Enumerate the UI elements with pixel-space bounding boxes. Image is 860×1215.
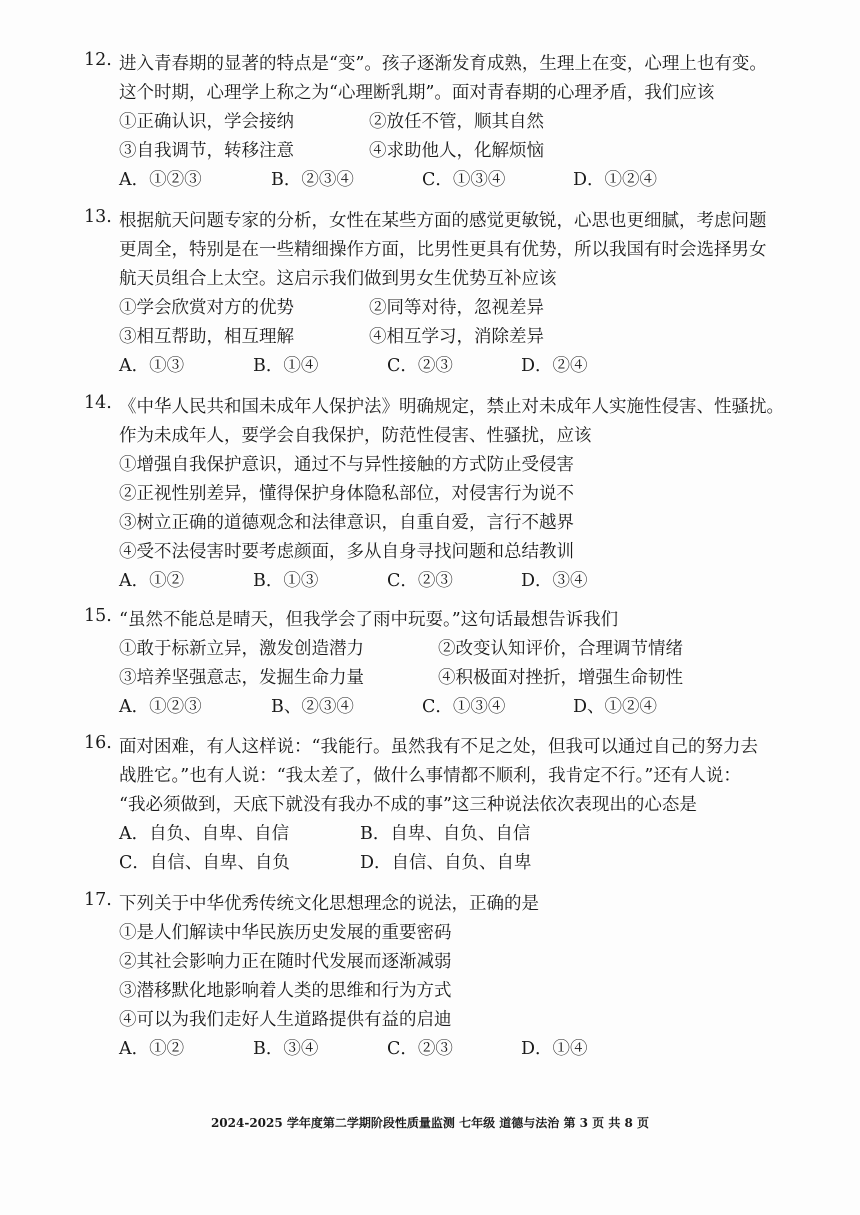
answer-choice: B、②③④ xyxy=(271,697,354,717)
answer-choice: A．①②③ xyxy=(119,170,202,190)
statement-item: ③相互帮助，相互理解 xyxy=(119,327,294,347)
answer-choice: C．自信、自卑、自负 xyxy=(119,853,290,873)
answer-choice: B．①③ xyxy=(253,571,319,591)
answer-choice: B．自卑、自负、自信 xyxy=(360,824,531,844)
statement-item: ②改变认知评价，合理调节情绪 xyxy=(438,639,683,659)
answer-choice: C．②③ xyxy=(387,356,453,376)
question-stem-line: 面对困难，有人这样说：“我能行。虽然我有不足之处，但我可以通过自己的努力去 xyxy=(119,737,758,757)
answer-choice: A．①②③ xyxy=(119,697,202,717)
answer-choice: A．①② xyxy=(119,571,185,591)
answer-choice: C．②③ xyxy=(387,1039,453,1059)
question-stem-line: 更周全，特别是在一些精细操作方面，比男性更具有优势，所以我国有时会选择男女 xyxy=(119,240,767,260)
answer-choice: B．③④ xyxy=(253,1039,319,1059)
question-number: 14. xyxy=(84,393,112,413)
answer-choice: B．②③④ xyxy=(271,170,354,190)
answer-choice: D．③④ xyxy=(521,571,588,591)
answer-choice: B．①④ xyxy=(253,356,319,376)
answer-choice: A．①② xyxy=(119,1039,185,1059)
question-number: 13. xyxy=(84,207,112,227)
statement-item: ③自我调节，转移注意 xyxy=(119,141,294,161)
statement-item: ③潜移默化地影响着人类的思维和行为方式 xyxy=(119,981,452,1001)
statement-item: ④积极面对挫折，增强生命韧性 xyxy=(438,668,683,688)
answer-choice: C．①③④ xyxy=(422,697,506,717)
question-stem-line: 作为未成年人，要学会自我保护，防范性侵害、性骚扰，应该 xyxy=(119,426,592,446)
statement-item: ④相互学习，消除差异 xyxy=(369,327,544,347)
statement-item: ④求助他人，化解烦恼 xyxy=(369,141,544,161)
statement-item: ④受不法侵害时要考虑颜面，多从自身寻找问题和总结教训 xyxy=(119,542,574,562)
answer-choice: D．②④ xyxy=(521,356,588,376)
answer-choice: D．自信、自负、自卑 xyxy=(360,853,532,873)
statement-item: ①正确认识，学会接纳 xyxy=(119,112,294,132)
question-number: 16. xyxy=(84,733,112,753)
question-stem-line: 战胜它。”也有人说：“我太差了，做什么事情都不顺利，我肯定不行。”还有人说： xyxy=(119,766,741,786)
statement-item: ①是人们解读中华民族历史发展的重要密码 xyxy=(119,923,452,943)
question-number: 15. xyxy=(84,606,112,626)
answer-choice: D．①④ xyxy=(521,1039,588,1059)
page-footer: 2024-2025 学年度第二学期阶段性质量监测 七年级 道德与法治 第 3 页 共 8 页 xyxy=(210,1116,650,1130)
statement-item: ②放任不管，顺其自然 xyxy=(369,112,544,132)
question-number: 12. xyxy=(84,50,112,70)
answer-choice: A．自负、自卑、自信 xyxy=(119,824,290,844)
answer-choice: A．①③ xyxy=(119,356,185,376)
question-stem-line: 这个时期，心理学上称之为“心理断乳期”。面对青春期的心理矛盾，我们应该 xyxy=(119,83,715,103)
question-stem-line: 根据航天问题专家的分析，女性在某些方面的感觉更敏锐，心思也更细腻，考虑问题 xyxy=(119,211,767,231)
answer-choice: C．①③④ xyxy=(422,170,506,190)
statement-item: ③培养坚强意志，发掘生命力量 xyxy=(119,668,364,688)
statement-item: ①增强自我保护意识，通过不与异性接触的方式防止受侵害 xyxy=(119,455,574,475)
answer-choice: C．②③ xyxy=(387,571,453,591)
statement-item: ①学会欣赏对方的优势 xyxy=(119,298,294,318)
question-stem-line: 下列关于中华优秀传统文化思想理念的说法，正确的是 xyxy=(119,894,539,914)
question-number: 17. xyxy=(84,890,112,910)
statement-item: ④可以为我们走好人生道路提供有益的启迪 xyxy=(119,1010,452,1030)
question-stem-line: 航天员组合上太空。这启示我们做到男女生优势互补应该 xyxy=(119,269,557,289)
statement-item: ②其社会影响力正在随时代发展而逐渐减弱 xyxy=(119,952,452,972)
statement-item: ②正视性别差异，懂得保护身体隐私部位，对侵害行为说不 xyxy=(119,484,574,504)
answer-choice: D、①②④ xyxy=(573,697,658,717)
statement-item: ③树立正确的道德观念和法律意识，自重自爱，言行不越界 xyxy=(119,513,574,533)
question-stem-line: 进入青春期的显著的特点是“变”。孩子逐渐发育成熟，生理上在变，心理上也有变。 xyxy=(119,54,767,74)
statement-item: ②同等对待，忽视差异 xyxy=(369,298,544,318)
statement-item: ①敢于标新立异，激发创造潜力 xyxy=(119,639,364,659)
answer-choice: D．①②④ xyxy=(573,170,658,190)
question-stem-line: 《中华人民共和国未成年人保护法》明确规定，禁止对未成年人实施性侵害、性骚扰。 xyxy=(119,397,784,417)
question-stem-line: “虽然不能总是晴天，但我学会了雨中玩耍。”这句话最想告诉我们 xyxy=(119,610,619,630)
question-stem-line: “我必须做到，天底下就没有我办不成的事”这三种说法依次表现出的心态是 xyxy=(119,795,697,815)
